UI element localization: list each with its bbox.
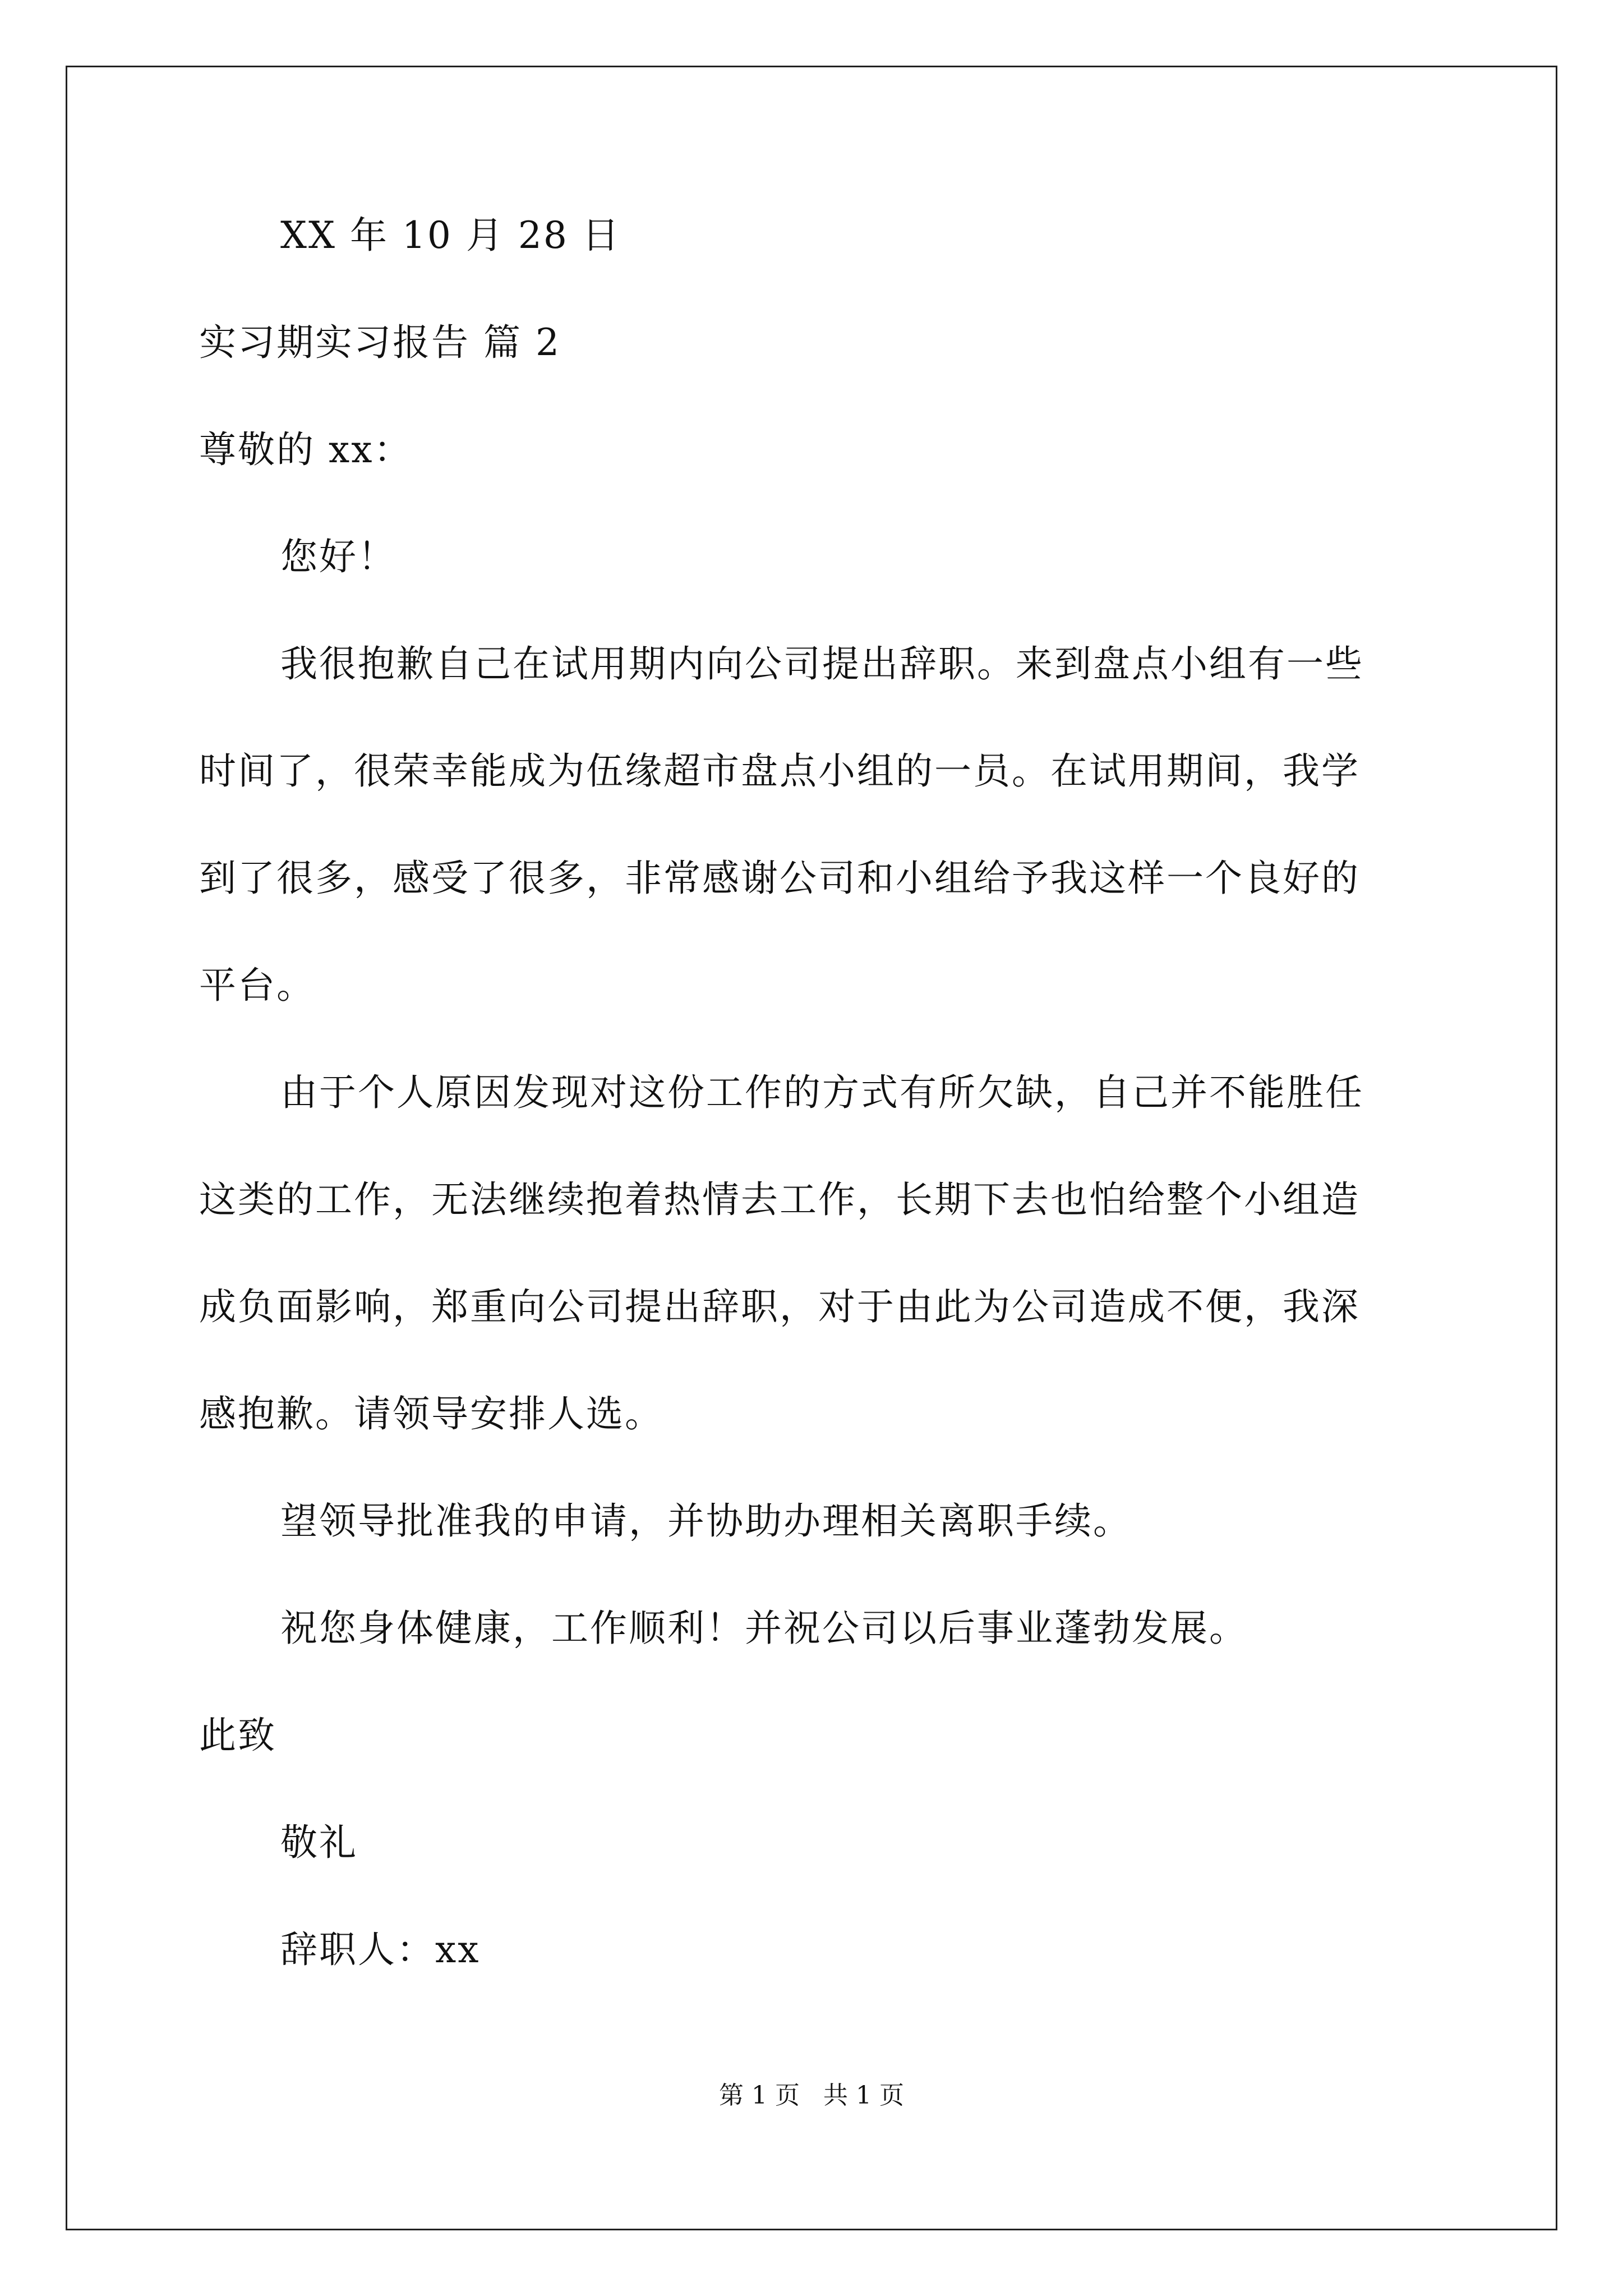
page-total: 共 1 页 — [823, 2081, 904, 2110]
date-line: XX 年 10 月 28 日 — [280, 214, 621, 257]
salutation: 尊敬的 xx： — [199, 428, 413, 471]
closing-salute: 敬礼 — [280, 1821, 358, 1864]
page-number: 第 1 页 — [719, 2081, 800, 2110]
paragraph-1-line-2: 时间了，很荣幸能成为伍缘超市盘点小组的一员。在试用期间，我学 — [199, 749, 1360, 793]
paragraph-1-line-3: 到了很多，感受了很多，非常感谢公司和小组给予我这样一个良好的 — [199, 857, 1360, 900]
paragraph-2-line-3: 成负面影响，郑重向公司提出辞职，对于由此为公司造成不便，我深 — [199, 1285, 1360, 1328]
paragraph-1-line-1: 我很抱歉自己在试用期内向公司提出辞职。来到盘点小组有一些 — [280, 642, 1364, 685]
paragraph-4: 祝您身体健康，工作顺利！并祝公司以后事业蓬勃发展。 — [280, 1607, 1248, 1650]
paragraph-2-line-1: 由于个人原因发现对这份工作的方式有所欠缺，自己并不能胜任 — [280, 1071, 1364, 1114]
closing-phrase: 此致 — [199, 1714, 276, 1757]
greeting: 您好！ — [280, 535, 396, 578]
signature-line: 辞职人：xx — [280, 1928, 481, 1971]
document-body — [199, 213, 1433, 2035]
paragraph-2-line-2: 这类的工作，无法继续抱着热情去工作，长期下去也怕给整个小组造 — [199, 1178, 1360, 1221]
paragraph-1-line-4: 平台。 — [199, 964, 315, 1007]
paragraph-3: 望领导批准我的申请，并协助办理相关离职手续。 — [280, 1499, 1132, 1543]
section-heading: 实习期实习报告 篇 2 — [199, 321, 561, 364]
paragraph-2-line-4: 感抱歉。请领导安排人选。 — [199, 1392, 663, 1435]
page-footer — [0, 2080, 1623, 2111]
